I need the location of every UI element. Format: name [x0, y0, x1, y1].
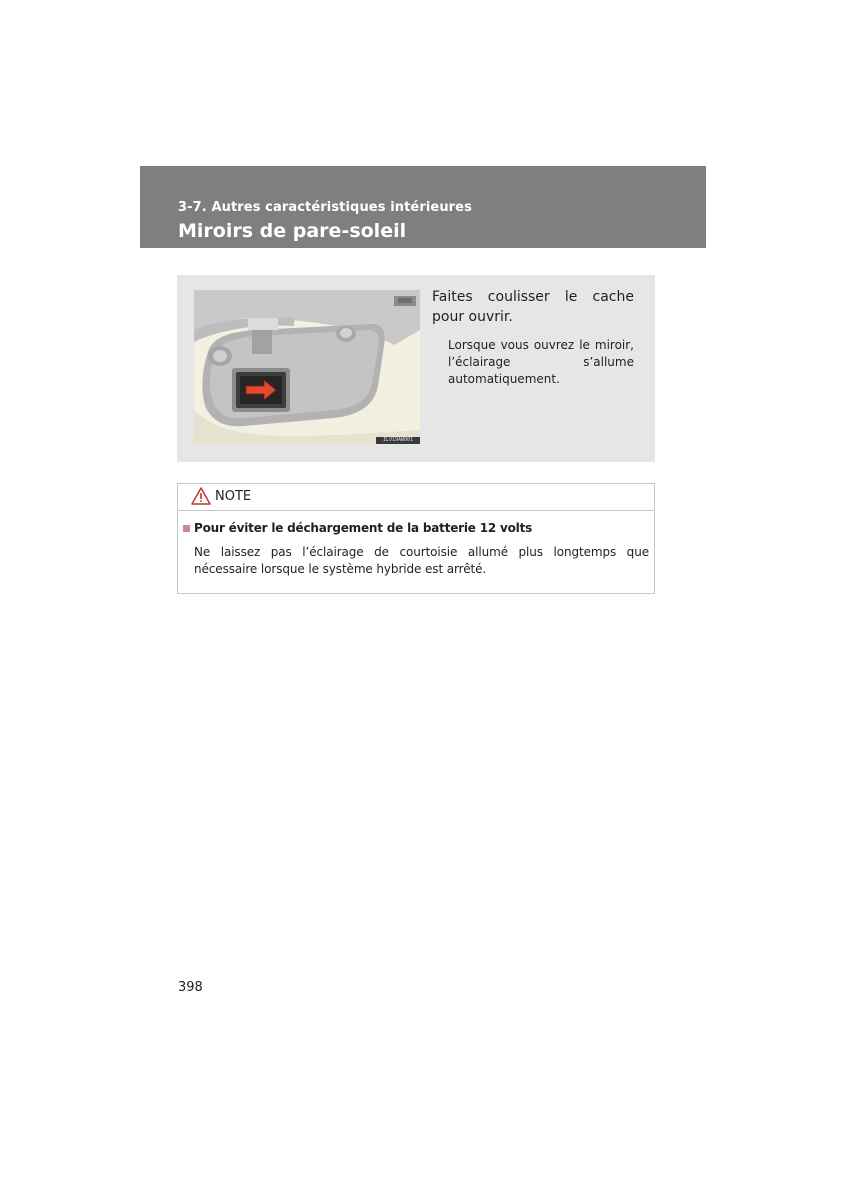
page-title: Miroirs de pare-soleil — [178, 220, 407, 242]
warning-triangle-icon — [191, 487, 211, 510]
instruction-detail: Lorsque vous ouvrez le miroir, l’éclairage s’allume automatiquement. — [448, 338, 634, 386]
note-bullet — [183, 525, 190, 532]
note-label: NOTE — [215, 489, 252, 504]
image-code: ILV19AN001 — [376, 437, 420, 444]
page-number: 398 — [178, 980, 203, 995]
section-header — [140, 166, 706, 248]
note-box — [177, 483, 655, 594]
sun-visor-illustration — [194, 290, 420, 444]
note-body: Ne laissez pas l’éclairage de courtoisie allumé plus longtemps que nécessaire lorsque le système hybride est arrêté. — [194, 545, 649, 576]
section-label: 3-7. Autres caractéristiques intérieures — [178, 200, 472, 215]
note-heading: Pour éviter le déchargement de la batterie 12 volts — [194, 521, 533, 535]
instruction-text: Faites coulisser le cache pour ouvrir. — [432, 289, 634, 325]
note-header — [178, 484, 654, 511]
illustration-panel — [177, 275, 655, 462]
